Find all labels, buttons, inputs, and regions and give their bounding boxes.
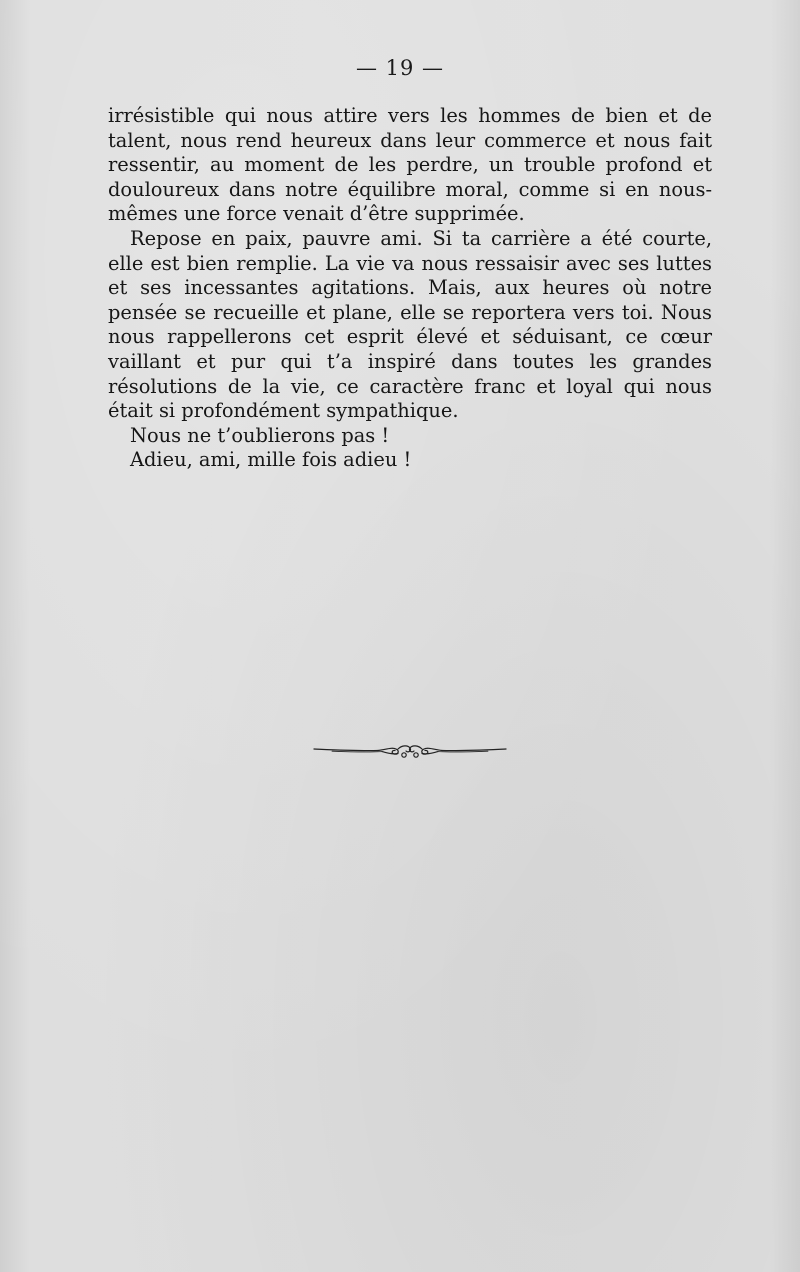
decorative-flourish-icon [312,738,508,762]
paragraph-adieu: Adieu, ami, mille fois adieu ! [130,448,412,472]
paragraph-oublierons: Nous ne t’oublierons pas ! [130,423,390,447]
page-number: — 19 — [355,56,445,80]
paragraph-repose: Repose en paix, pauvre ami. Si ta carrière a été courte, elle est bien remplie. La vie va nous ressaisir avec ses luttes et ses incessantes agitations. Mais, aux heures où notre pensée se recueille et plane, elle se reportera vers toi. Nous nous rappellerons cet esprit élevé et séduisant, ce cœur vaillant et pur qui t’a inspiré dans toutes les grandes résolutions de la vie, ce caractère franc et loyal qui nous était si profondément sympathique. [108,226,712,423]
body-text [108,104,712,473]
paragraph-continuation: irrésistible qui nous attire vers les hommes de bien et de talent, nous rend heureux dans leur commerce et nous fait ressentir, au moment de les perdre, un trouble profond et douloureux dans notre équilibre moral, comme si en nous-mêmes une force venait d’être supprimée. [108,104,712,226]
